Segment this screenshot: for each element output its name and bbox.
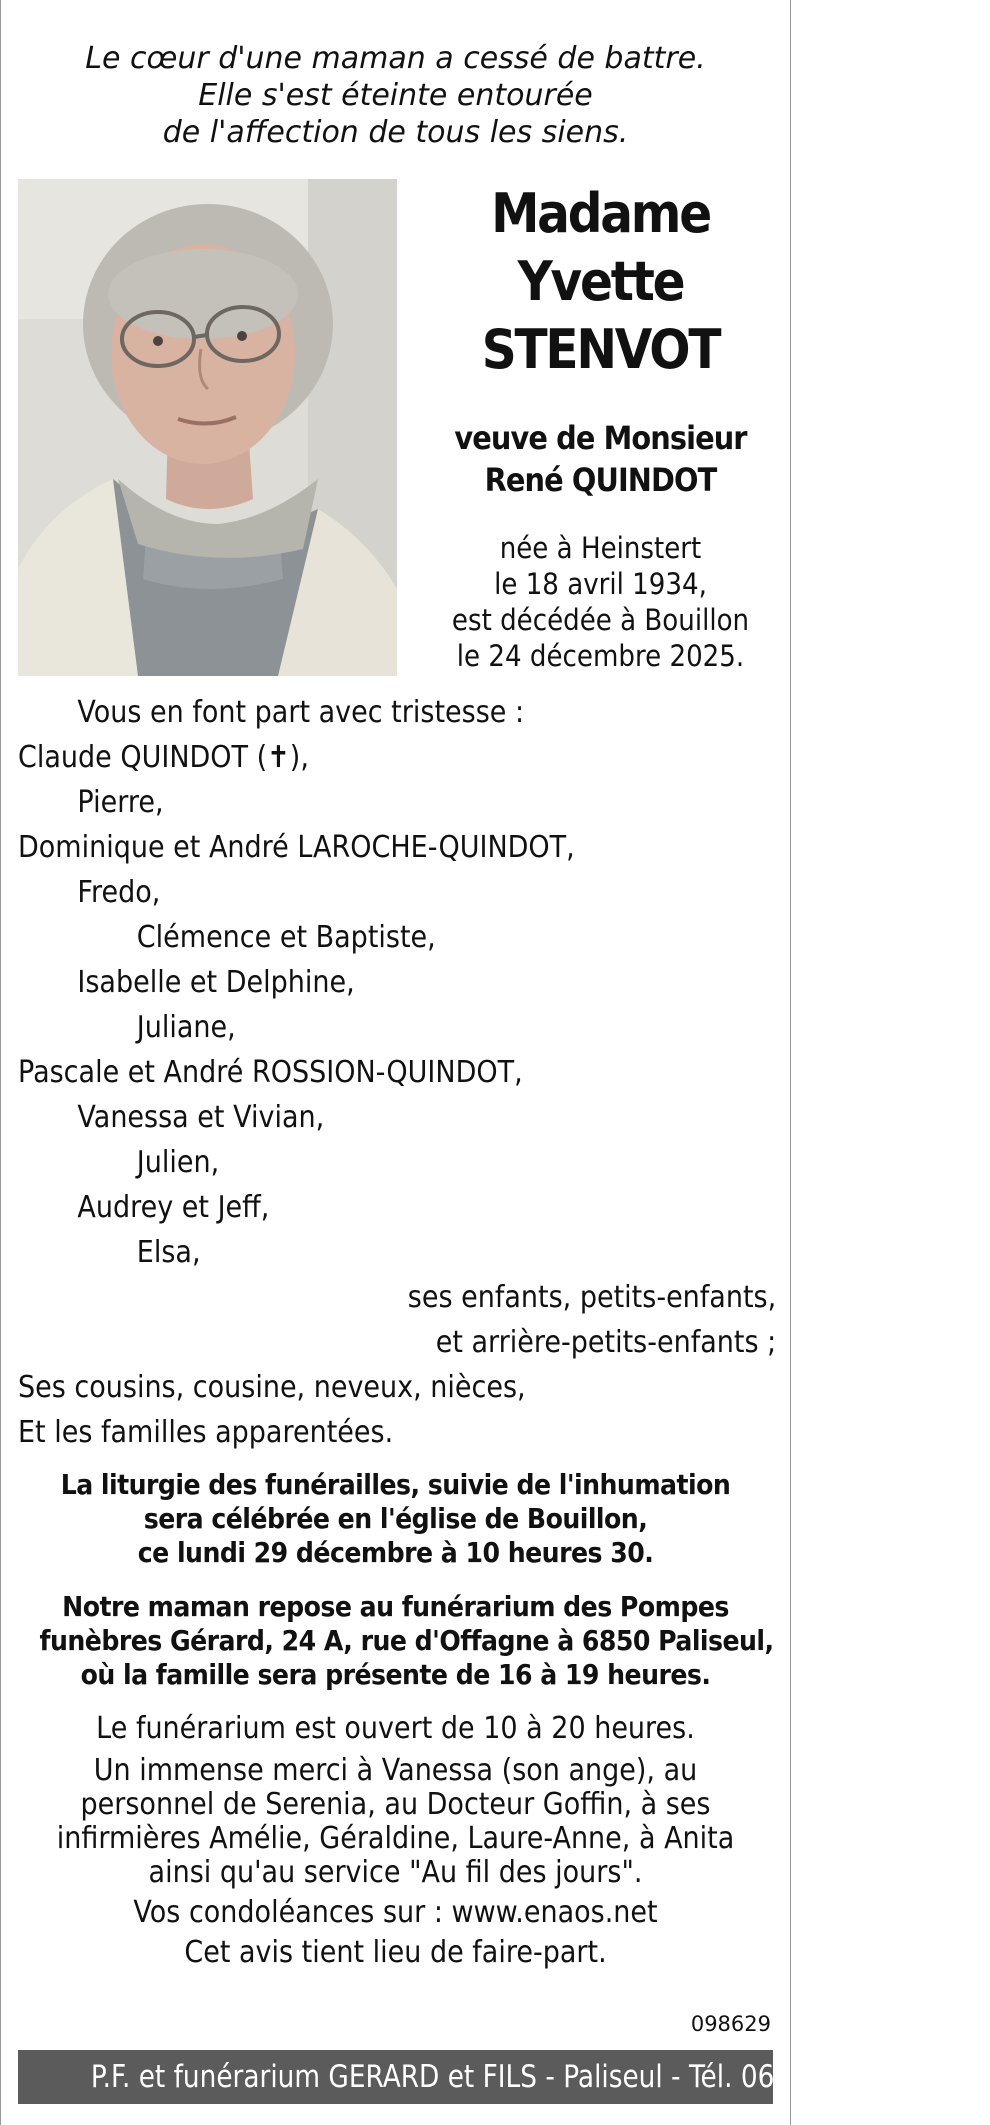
family-member: Claude QUINDOT (✝), <box>18 740 309 775</box>
intro-line-1: Le cœur d'une maman a cessé de battre. <box>85 41 706 76</box>
funeral-announcement <box>0 1468 791 1570</box>
cousins-line: Ses cousins, cousine, neveux, nièces, <box>18 1370 526 1405</box>
birth-place: née à Heinstert <box>499 531 702 565</box>
faire-part-line: Cet avis tient lieu de faire-part. <box>184 1935 607 1970</box>
family-member: Vanessa et Vivian, <box>77 1100 325 1135</box>
widow-line-1: veuve de Monsieur <box>454 419 747 457</box>
family-member: Fredo, <box>77 875 161 910</box>
family-member: Juliane, <box>136 1010 236 1045</box>
funerarium-announcement <box>0 1590 791 1692</box>
funeral-line-3: ce lundi 29 décembre à 10 heures 30. <box>137 1536 654 1569</box>
death-date: le 24 décembre 2025. <box>456 639 745 673</box>
family-member: Julien, <box>136 1145 220 1180</box>
thanks-line-2: personnel de Serenia, au Docteur Goffin, à ses <box>80 1787 711 1822</box>
intro-line-2: Elle s'est éteinte entourée <box>198 78 593 113</box>
funerarium-line-1: Notre maman repose au funérarium des Pompes <box>62 1590 729 1623</box>
thanks-line-1: Un immense merci à Vanessa (son ange), au <box>93 1753 698 1788</box>
families-line: Et les familles apparentées. <box>18 1415 394 1450</box>
thanks-line-3: infirmières Amélie, Géraldine, Laure-Anne, à Anita <box>56 1821 735 1856</box>
birth-death-info <box>410 530 791 674</box>
deceased-name <box>410 180 791 384</box>
family-member: Clémence et Baptiste, <box>136 920 436 955</box>
hours-line: Le funérarium est ouvert de 10 à 20 heures. <box>96 1711 695 1746</box>
thanks-line-4: ainsi qu'au service "Au fil des jours". <box>148 1855 643 1890</box>
family-intro: Vous en font part avec tristesse : <box>77 695 525 730</box>
funeral-line-1: La liturgie des funérailles, suivie de l'inhumation <box>60 1468 731 1501</box>
funeral-line-2: sera célébrée en l'église de Bouillon, <box>143 1502 648 1535</box>
family-member: Pierre, <box>77 785 164 820</box>
family-member: Pascale et André ROSSION-QUINDOT, <box>18 1055 523 1090</box>
funerarium-line-2: funèbres Gérard, 24 A, rue d'Offagne à 6850 Paliseul, <box>39 1624 774 1657</box>
name-last: STENVOT <box>481 318 720 381</box>
portrait-illustration <box>18 179 397 676</box>
intro-line-3: de l'affection de tous les siens. <box>162 115 629 150</box>
family-member: Audrey et Jeff, <box>77 1190 270 1225</box>
birth-date: le 18 avril 1934, <box>494 567 707 601</box>
death-place: est décédée à Bouillon <box>451 603 750 637</box>
funerarium-line-3: où la famille sera présente de 16 à 19 heures. <box>80 1658 711 1691</box>
family-member: Isabelle et Delphine, <box>77 965 355 1000</box>
name-title: Madame <box>491 182 710 245</box>
closing-notes <box>0 1712 791 1970</box>
name-first: Yvette <box>517 250 684 313</box>
portrait-photo <box>18 179 397 676</box>
relation-line-1: ses enfants, petits-enfants, <box>407 1280 777 1315</box>
relation-line-2: et arrière-petits-enfants ; <box>435 1325 777 1360</box>
reference-number: 098629 <box>690 2012 771 2036</box>
intro-verse <box>0 40 791 151</box>
condolences-line: Vos condoléances sur : www.enaos.net <box>133 1895 658 1930</box>
funeral-home-footer <box>18 2050 917 2104</box>
family-member: Elsa, <box>136 1235 201 1270</box>
footer-text: P.F. et funérarium GERARD et FILS - Paliseul - Tél. 061 53 32 84 <box>90 2059 917 2095</box>
family-list <box>18 690 778 1455</box>
widow-of <box>410 417 791 501</box>
widow-line-2: René QUINDOT <box>484 461 717 499</box>
family-member: Dominique et André LAROCHE-QUINDOT, <box>18 830 575 865</box>
family-members <box>18 735 778 1275</box>
